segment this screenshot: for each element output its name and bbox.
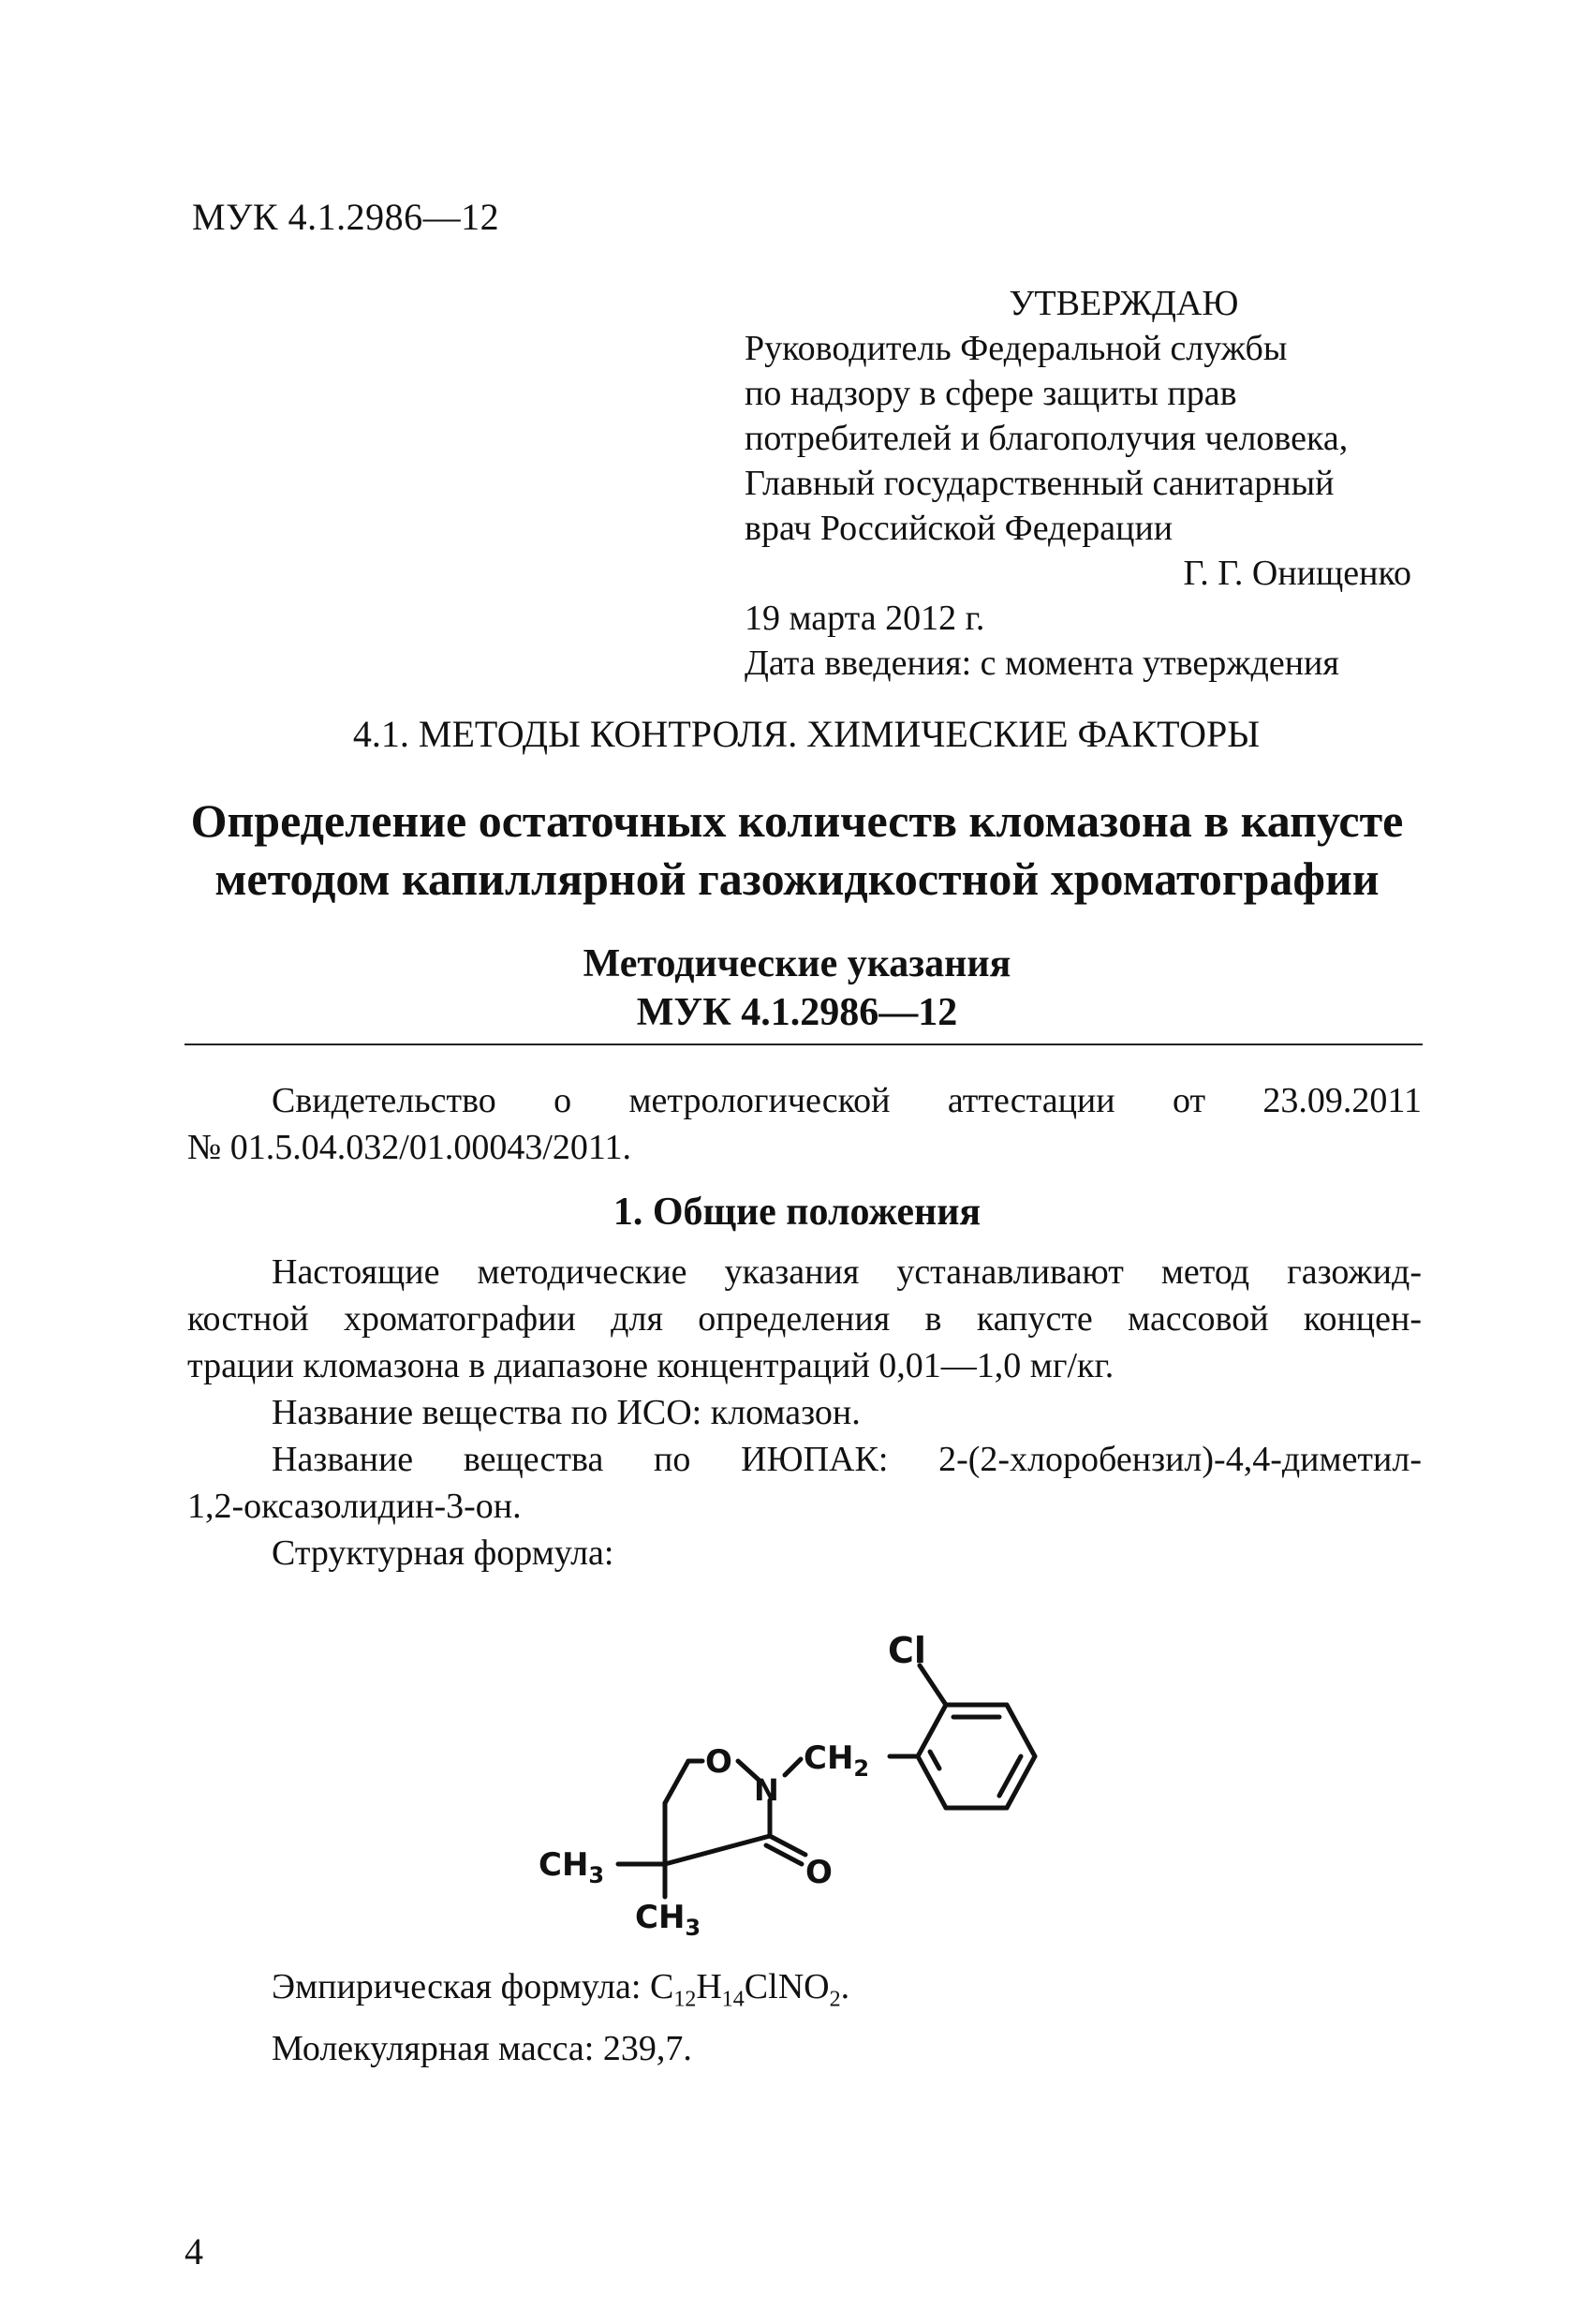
ch3-left-subscript: 3 [588,1862,605,1888]
certificate [187,1077,1422,1171]
ring-oxygen-label: O [705,1743,732,1781]
approval-block [745,281,1419,686]
bond [665,1761,688,1803]
properties [272,1962,849,2073]
bond [918,1756,946,1808]
bond [920,1665,946,1705]
bond [1007,1705,1035,1756]
ch2-text: CH [804,1739,854,1777]
approval-line: Главный государственный санитарный [745,464,1335,503]
approval-line: по надзору в сфере защиты прав [745,374,1237,413]
bond [930,1752,939,1769]
ch3-left-text: CH [539,1846,589,1884]
page-number: 4 [184,2230,203,2272]
ch2-label [804,1739,869,1782]
subtitle [140,940,1454,1037]
empirical-h-sub: 14 [721,1987,745,2012]
certificate-number: № 01.5.04.032/01.00043/2011. [187,1128,631,1167]
empirical-c-sub: 12 [673,1987,697,2012]
empirical-c: C [649,1967,674,2006]
empirical-rest: ClNO [744,1967,830,2006]
paragraph-line: костной хроматографии для определения в капусте массовой концен- [187,1299,1422,1339]
cl-label: Cl [888,1630,926,1671]
document-code: МУК 4.1.2986—12 [192,196,500,238]
structural-formula [524,1583,1086,1939]
ch3-bottom-text: CH [635,1899,686,1936]
section-heading: 1. Общие положения [613,1191,981,1234]
section-body [187,1249,1422,1576]
approval-title: УТВЕРЖДАЮ [1009,284,1239,323]
effective-date: Дата введения: с момента утверждения [745,644,1339,683]
bond [918,1705,946,1756]
main-title-line: методом капиллярной газожидкостной хроматографии [214,852,1380,905]
paragraph-line: трации кломазона в диапазоне концентраций 0,01—1,0 мг/кг. [187,1346,1114,1385]
ch3-bottom-label [635,1899,701,1939]
ch3-left-label [539,1846,604,1888]
main-title-line: Определение остаточных количеств кломазона в капусте [190,794,1404,847]
paragraph-line: Настоящие методические указания устанавливают метод газожид- [272,1252,1422,1292]
approval-line: Руководитель Федеральной службы [745,329,1288,368]
approval-signer: Г. Г. Онищенко [1183,554,1411,593]
section-header: 4.1. МЕТОДЫ КОНТРОЛЯ. ХИМИЧЕСКИЕ ФАКТОРЫ [352,713,1261,755]
molar-mass: Молекулярная масса: 239,7. [272,2028,692,2068]
iso-name: Название вещества по ИСО: кломазон. [272,1393,861,1432]
empirical-end: . [840,1967,850,2006]
empirical-o-sub: 2 [829,1987,841,2012]
structural-formula-label: Структурная формула: [272,1533,614,1573]
nitrogen-label: N [754,1772,779,1808]
empirical-label: Эмпирическая формула: [272,1967,650,2006]
main-title [140,792,1454,908]
carbonyl-oxygen-label: O [805,1854,833,1891]
certificate-line: Свидетельство о метрологической аттестации от 23.09.2011 [272,1081,1422,1120]
approval-line: потребителей и благополучия человека, [745,419,1349,458]
iupac-name-line: 1,2-оксазолидин-3-он. [187,1487,522,1526]
bond [785,1759,801,1775]
bond [1007,1756,1035,1808]
bond [665,1836,770,1864]
subtitle-line: Методические указания [583,942,1011,985]
subtitle-code: МУК 4.1.2986—12 [636,991,958,1034]
approval-date: 19 марта 2012 г. [745,599,985,638]
divider [184,1044,1423,1045]
ch3-bottom-subscript: 3 [685,1915,701,1939]
approval-line: врач Российской Федерации [745,509,1173,548]
iupac-name-line: Название вещества по ИЮПАК: 2-(2-хлоробензил)-4,4-диметил- [272,1440,1422,1479]
empirical-h: H [696,1967,722,2006]
ch2-subscript: 2 [853,1755,870,1782]
empirical-formula [272,1962,849,2024]
